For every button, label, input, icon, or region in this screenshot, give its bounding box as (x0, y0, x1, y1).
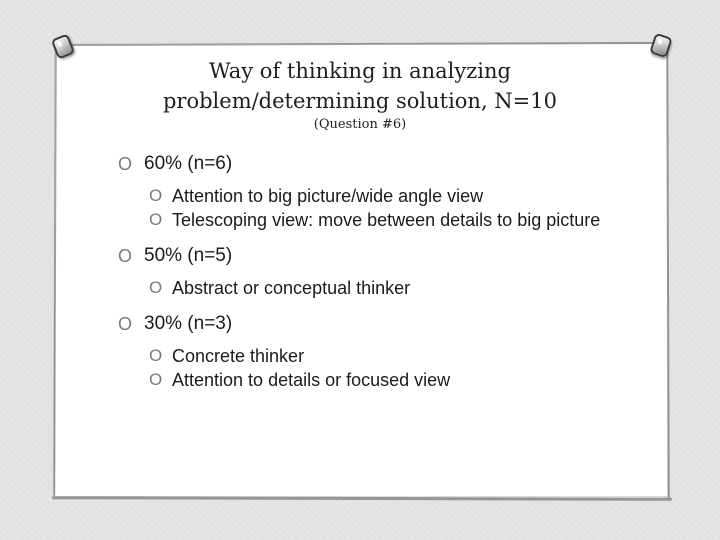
bullet-label: 60% (n=6) (144, 153, 233, 174)
bullet-50-percent (118, 244, 618, 300)
sub-bullet-item (144, 368, 618, 392)
bullet-marker: O (118, 154, 133, 174)
frame-border-bottom (52, 496, 672, 501)
bullet-marker: O (118, 314, 133, 334)
sub-bullet-text: Attention to big picture/wide angle view (172, 186, 484, 206)
slide-subtitle: (Question #6) (313, 117, 407, 132)
bullet-60-percent (118, 152, 618, 232)
sub-bullet-item (144, 184, 618, 208)
sub-bullet-text: Abstract or conceptual thinker (172, 278, 411, 298)
sub-bullet-item (144, 208, 618, 232)
bullet-list (118, 152, 618, 392)
sub-bullet-item (144, 276, 618, 300)
sub-bullet-list (144, 276, 618, 300)
sub-bullet-marker: O (149, 370, 163, 389)
sub-bullet-list (144, 184, 618, 232)
sub-bullet-marker: O (149, 346, 163, 365)
title-line-2: problem/determining solution, N=10 (162, 89, 558, 113)
sub-bullet-list (144, 344, 618, 392)
frame-border-right (666, 46, 670, 498)
sub-bullet-marker: O (149, 210, 163, 229)
sub-bullet-marker: O (149, 186, 163, 205)
sub-bullet-marker: O (149, 278, 163, 297)
title-line-1: Way of thinking in analyzing (208, 59, 511, 83)
sub-bullet-text: Attention to details or focused view (172, 370, 451, 390)
bullet-label: 30% (n=3) (144, 313, 233, 334)
sub-bullet-text: Concrete thinker (172, 346, 305, 366)
slide-title (100, 56, 620, 116)
bullet-30-percent (118, 312, 618, 392)
bullet-label: 50% (n=5) (144, 245, 233, 266)
sub-bullet-item (144, 344, 618, 368)
bullet-marker: O (118, 246, 133, 266)
sub-bullet-text: Telescoping view: move between details to big picture (172, 210, 601, 230)
